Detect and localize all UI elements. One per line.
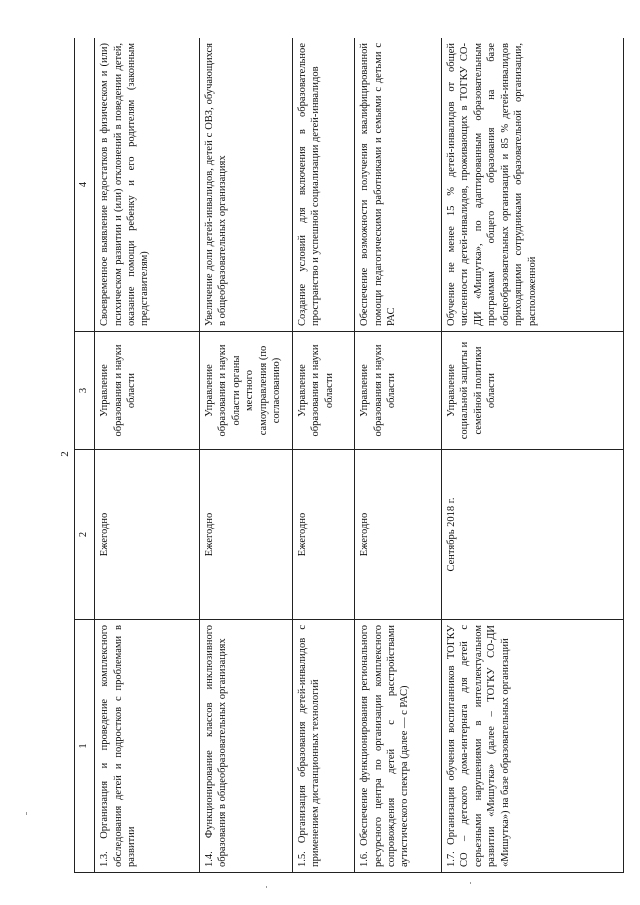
header-col-2: 2 (75, 450, 95, 620)
term-cell: Ежегодно (199, 450, 292, 620)
result-cell: Обучение не менее 15 % детей-инвалидов от общей численности детей-инвалидов, проживающих в ТОГКУ СО-ДИ «Мишутка», по адаптированным образовательным программам общего образования на базе общеобразовательных организаций и 85 % детей-инвалидов приходящими сотрудниками образовательной организации, расположенной (441, 38, 623, 332)
result-cell: Создание условий для включения в образовательное пространство и успешной социализации детей-инвалидов (292, 38, 354, 332)
executor-cell: Управление образования и науки области (355, 332, 442, 450)
result-cell: Обеспечение возможности получения квалифицированной помощи педагогическими работниками и семьями с детьми с РАС (355, 38, 442, 332)
table-row (95, 38, 200, 873)
rotated-table-container (74, 38, 624, 873)
term-cell: Ежегодно (355, 450, 442, 620)
table-row (355, 38, 442, 873)
executor-cell: Управление образования и науки области органы местного самоуправления (по согласованию) (199, 332, 292, 450)
header-col-1: 1 (75, 620, 95, 873)
item-cell: 1.5. Организация образования детей-инвалидов с применением дистанционных технологий (292, 620, 354, 873)
term-cell: Сентябрь 2018 г. (441, 450, 623, 620)
table-row (292, 38, 354, 873)
executor-cell: Управление социальной защиты и семейной политики области (441, 332, 623, 450)
rotated-page-area (74, 38, 624, 873)
table-header-row (75, 38, 95, 873)
header-col-3: 3 (75, 332, 95, 450)
page-number: 2 (59, 451, 71, 457)
executor-cell: Управление образования и науки области (95, 332, 200, 450)
item-cell: 1.7. Организация обучения воспитанников ТОГКУ СО – детского дома-интерната для детей с серьезными нарушениями в интеллектуальном развитии «Мишутка» (далее – ТОГКУ СО-ДИ «Мишутка») на базе образовательных организаций (441, 620, 623, 873)
term-cell: Ежегодно (292, 450, 354, 620)
table-row (199, 38, 292, 873)
item-cell: 1.3. Организация и проведение комплексного обследования детей и подростков с проблемами в развитии (95, 620, 200, 873)
term-cell: Ежегодно (95, 450, 200, 620)
result-cell: Своевременное выявление недостатков в физическом и (или) психическом развитии и (или) отклонений в поведении детей, оказание помощи ребенку и его родителям (законным представителям) (95, 38, 200, 332)
scan-speck (470, 882, 471, 884)
executor-cell: Управление образования и науки области (292, 332, 354, 450)
result-cell: Увеличение доли детей-инвалидов, детей с ОВЗ, обучающихся в общеобразовательных организациях (199, 38, 292, 332)
table-row (441, 38, 623, 873)
scan-speck (26, 812, 27, 815)
header-col-4: 4 (75, 38, 95, 332)
scan-speck (266, 886, 267, 888)
item-cell: 1.4. Функционирование классов инклюзивного образования в общеобразовательных организациях (199, 620, 292, 873)
measures-table (74, 38, 624, 873)
item-cell: 1.6. Обеспечение функционирования регионального ресурсного центра по организации комплексного сопровождения детей с расстройствами аутистического спектра (далее — с РАС) (355, 620, 442, 873)
